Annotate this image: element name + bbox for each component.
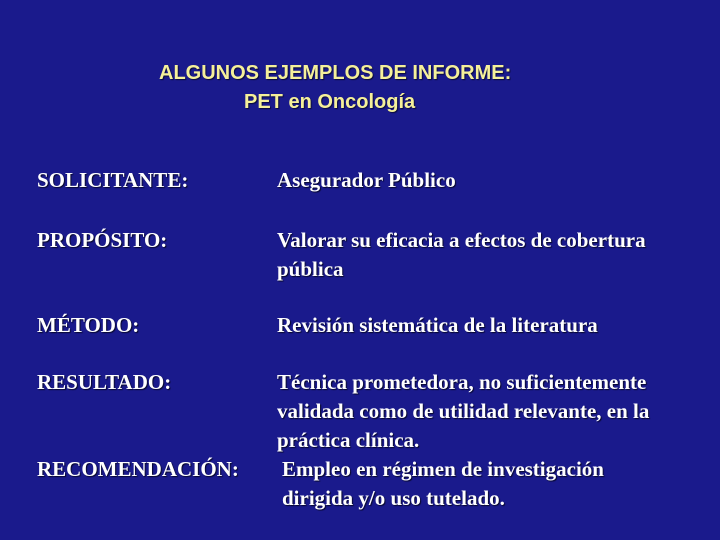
proposito-value: Valorar su eficacia a efectos de cobertura pública <box>277 228 646 281</box>
proposito-label: PROPÓSITO: <box>37 228 168 252</box>
resultado-label: RESULTADO: <box>37 370 172 394</box>
solicitante-value: Asegurador Público <box>277 168 456 192</box>
metodo-label: MÉTODO: <box>37 313 140 337</box>
metodo-value: Revisión sistemática de la literatura <box>277 313 598 337</box>
recomendacion-value: Empleo en régimen de investigación dirigida y/o uso tutelado. <box>282 457 604 510</box>
recomendacion-label: RECOMENDACIÓN: <box>37 457 239 481</box>
slide-subtitle: PET en Oncología <box>244 91 416 113</box>
resultado-value: Técnica prometedora, no suficientemente validada como de utilidad relevante, en la práctica clínica. <box>277 370 650 452</box>
solicitante-label: SOLICITANTE: <box>37 168 189 192</box>
slide-title: ALGUNOS EJEMPLOS DE INFORME: <box>159 62 512 84</box>
